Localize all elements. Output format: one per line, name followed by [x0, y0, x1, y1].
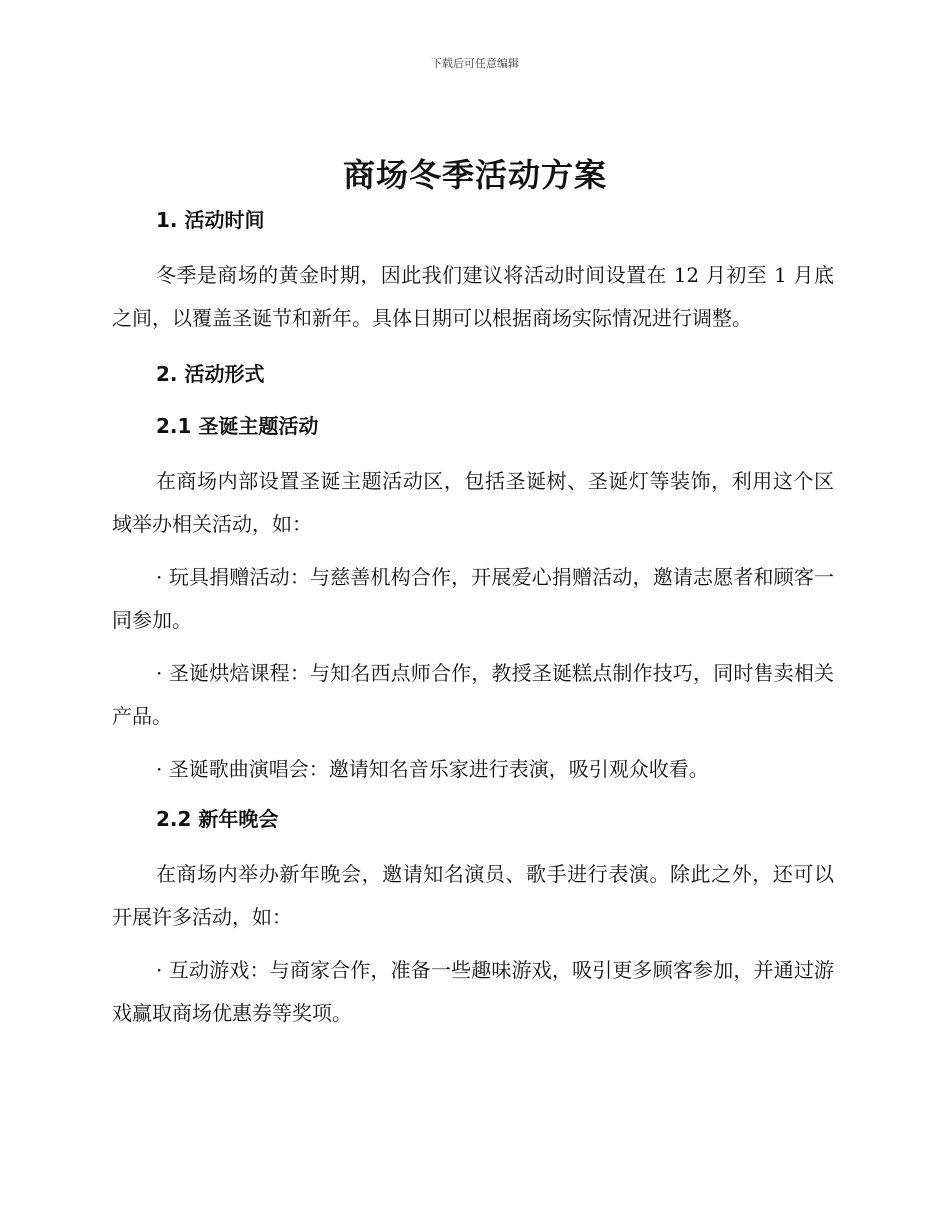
- list-item-baking-course: · 圣诞烘焙课程：与知名西点师合作，教授圣诞糕点制作技巧，同时售卖相关产品。: [112, 661, 834, 728]
- document-body: [112, 200, 834, 1035]
- document-title: 商场冬季活动方案: [342, 156, 607, 194]
- paragraph-new-year-intro: 在商场内举办新年晚会，邀请知名演员、歌手进行表演。除此之外，还可以开展许多活动，如：: [112, 862, 834, 929]
- list-item-concert: · 圣诞歌曲演唱会：邀请知名音乐家进行表演，吸引观众收看。: [156, 757, 709, 781]
- header-note: 下载后可任意编辑: [431, 57, 519, 70]
- list-item-interactive-games: · 互动游戏：与商家合作，准备一些趣味游戏，吸引更多顾客参加，并通过游戏赢取商场优惠券等奖项。: [112, 958, 834, 1025]
- subsection-heading-christmas: 2.1 圣诞主题活动: [156, 414, 319, 438]
- subsection-heading-new-year: 2.2 新年晚会: [156, 807, 279, 831]
- list-item-toy-donation: · 玩具捐赠活动：与慈善机构合作，开展爱心捐赠活动，邀请志愿者和顾客一同参加。: [112, 565, 834, 632]
- section-heading-activity-time: 1. 活动时间: [156, 208, 265, 232]
- paragraph-activity-time: 冬季是商场的黄金时期，因此我们建议将活动时间设置在 12 月初至 1 月底之间，以覆盖圣诞节和新年。具体日期可以根据商场实际情况进行调整。: [112, 263, 834, 330]
- paragraph-christmas-intro: 在商场内部设置圣诞主题活动区，包括圣诞树、圣诞灯等装饰，利用这个区域举办相关活动，如：: [112, 469, 834, 536]
- section-heading-activity-form: 2. 活动形式: [156, 362, 265, 386]
